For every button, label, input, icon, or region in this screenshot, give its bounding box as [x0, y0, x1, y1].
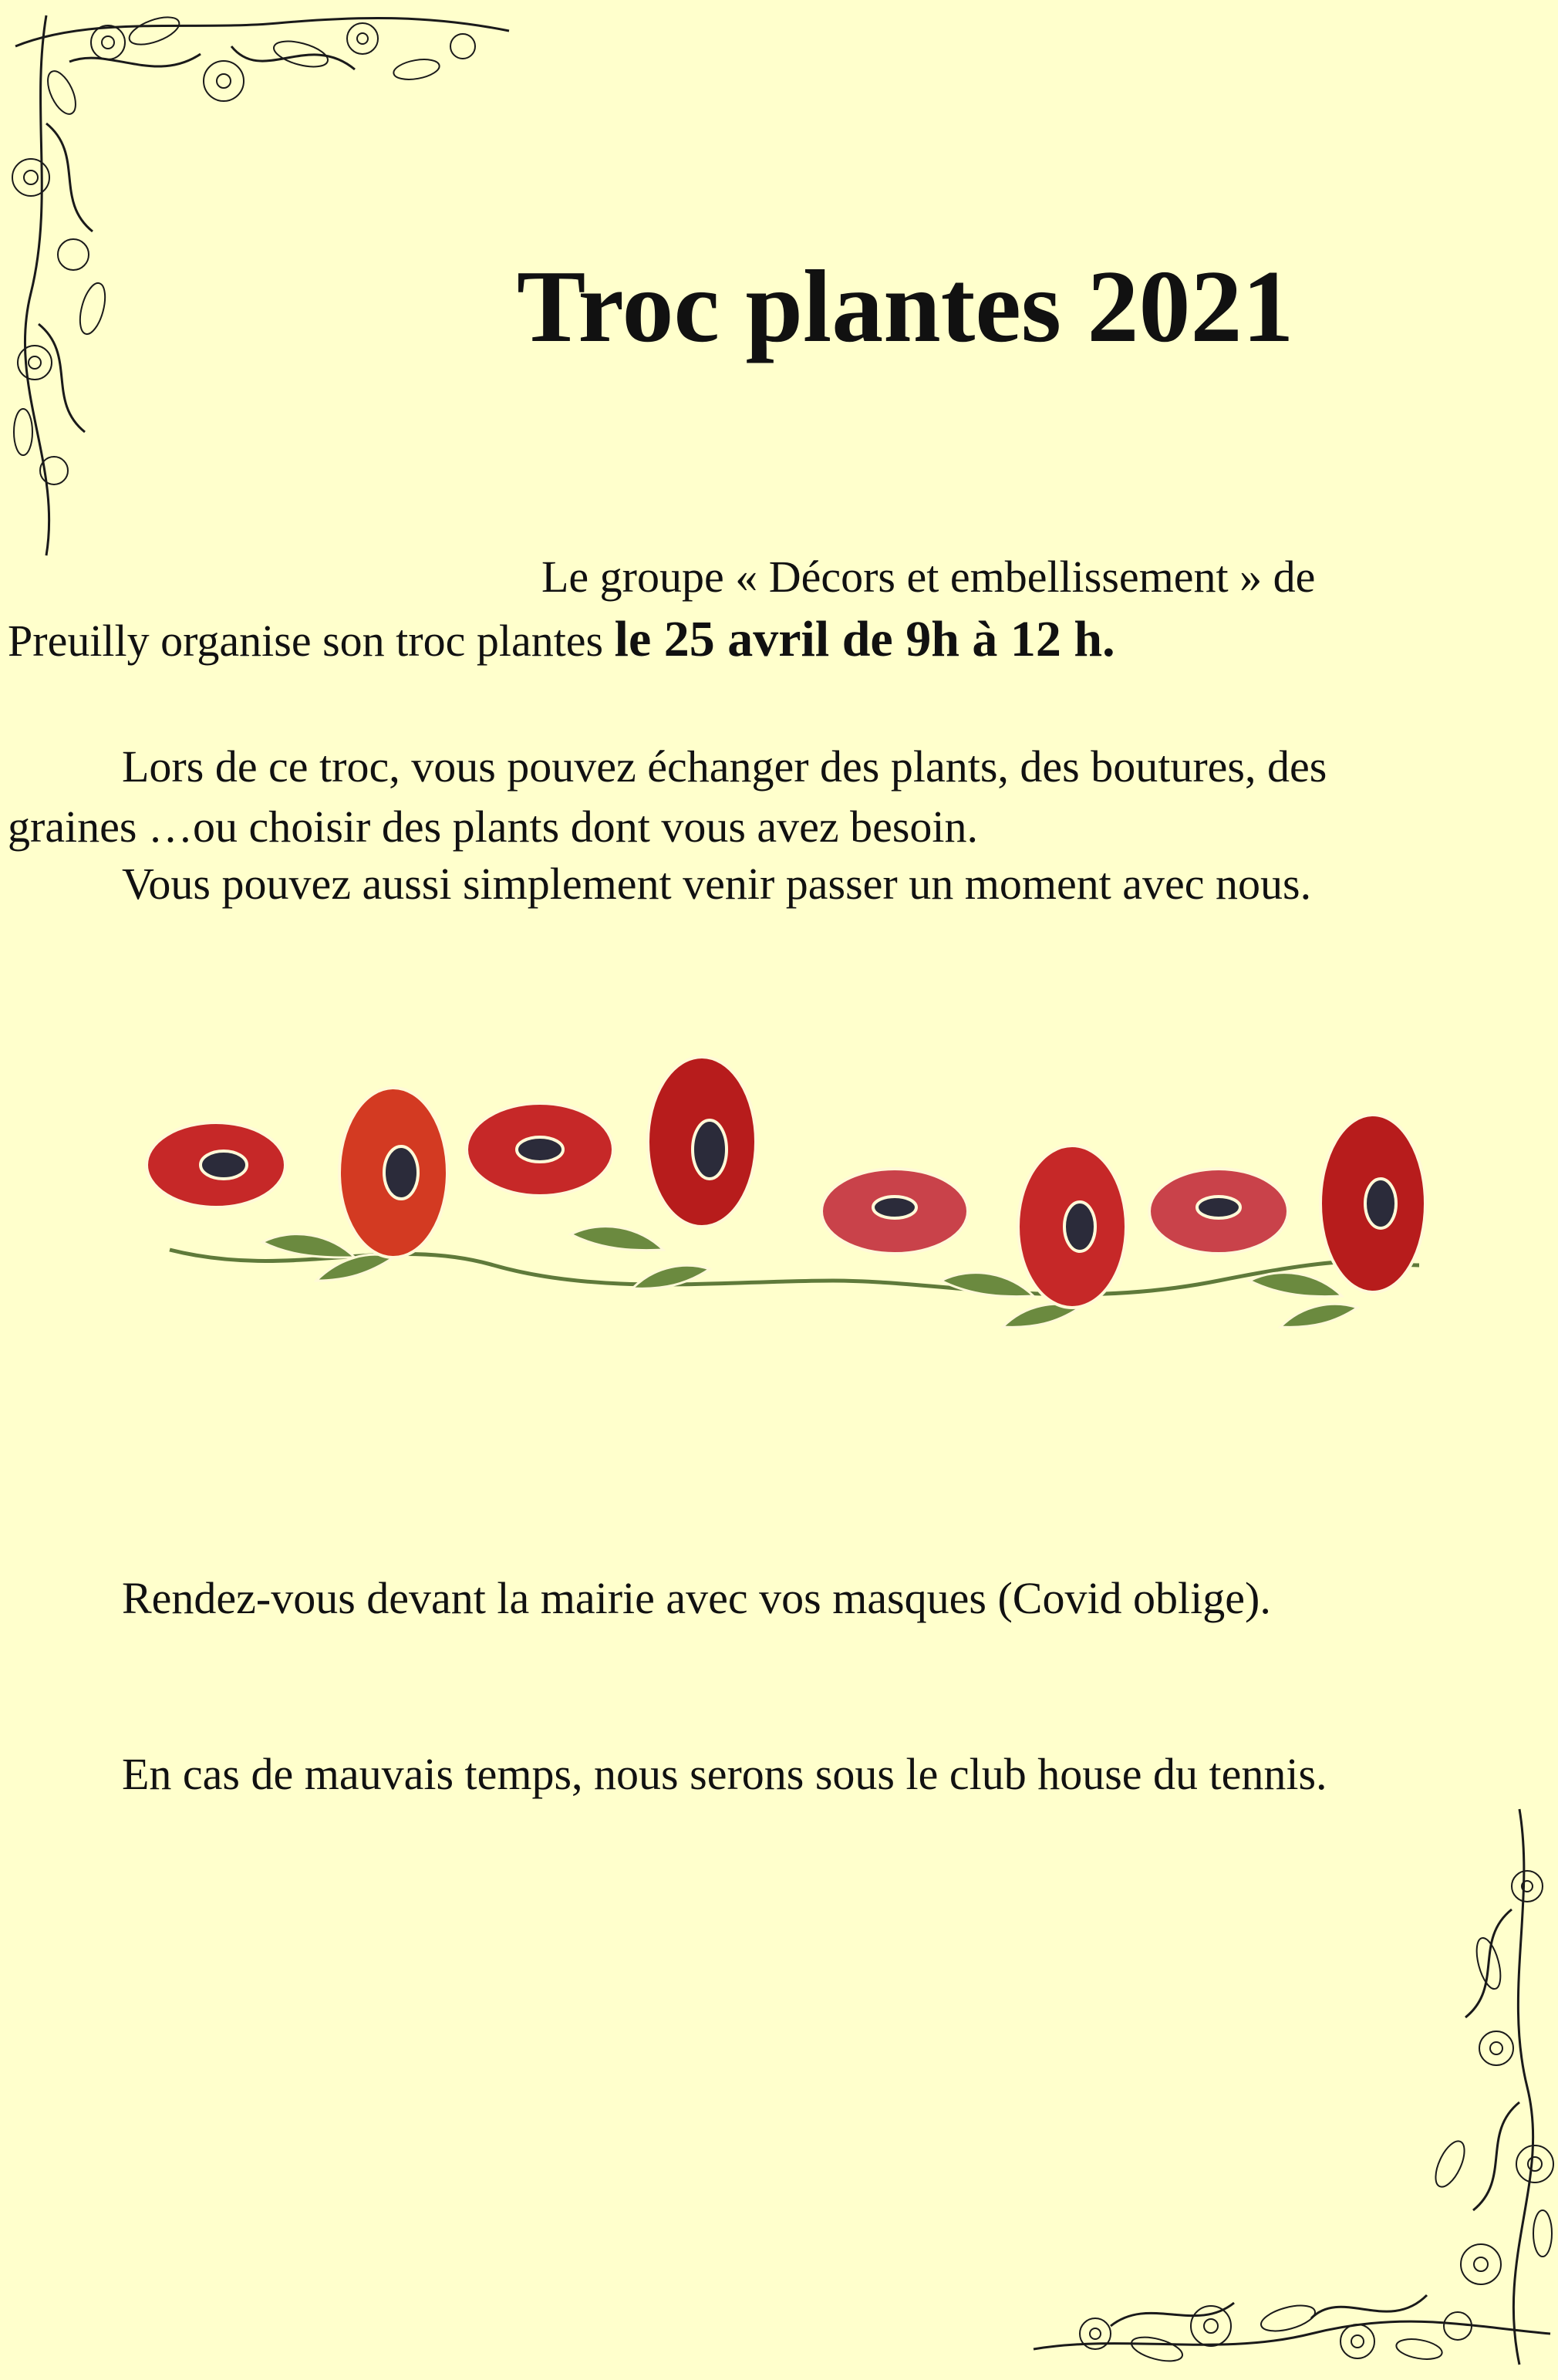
details-line-3: Vous pouvez aussi simplement venir passer un moment avec nous. — [122, 859, 1312, 909]
details-line-2: graines …ou choisir des plants dont vous avez besoin. — [8, 802, 979, 852]
floral-corner-top-left-icon — [0, 0, 524, 571]
event-date-time: le 25 avril de 9h à 12 h. — [614, 611, 1115, 667]
meeting-point: Rendez-vous devant la mairie avec vos masques (Covid oblige). — [122, 1573, 1271, 1623]
intro-line-2 — [8, 608, 1115, 672]
poppy-garland-icon — [139, 1049, 1435, 1358]
intro-line-1: Le groupe « Décors et embellissement » de — [541, 552, 1316, 602]
floral-corner-bottom-right-icon — [1018, 1794, 1558, 2380]
bad-weather-note: En cas de mauvais temps, nous serons sous le club house du tennis. — [122, 1749, 1327, 1799]
intro-line-2-text: Preuilly organise son troc plantes — [8, 616, 615, 666]
details-line-1: Lors de ce troc, vous pouvez échanger des plants, des boutures, des — [122, 741, 1327, 792]
page-title: Troc plantes 2021 — [517, 249, 1294, 363]
